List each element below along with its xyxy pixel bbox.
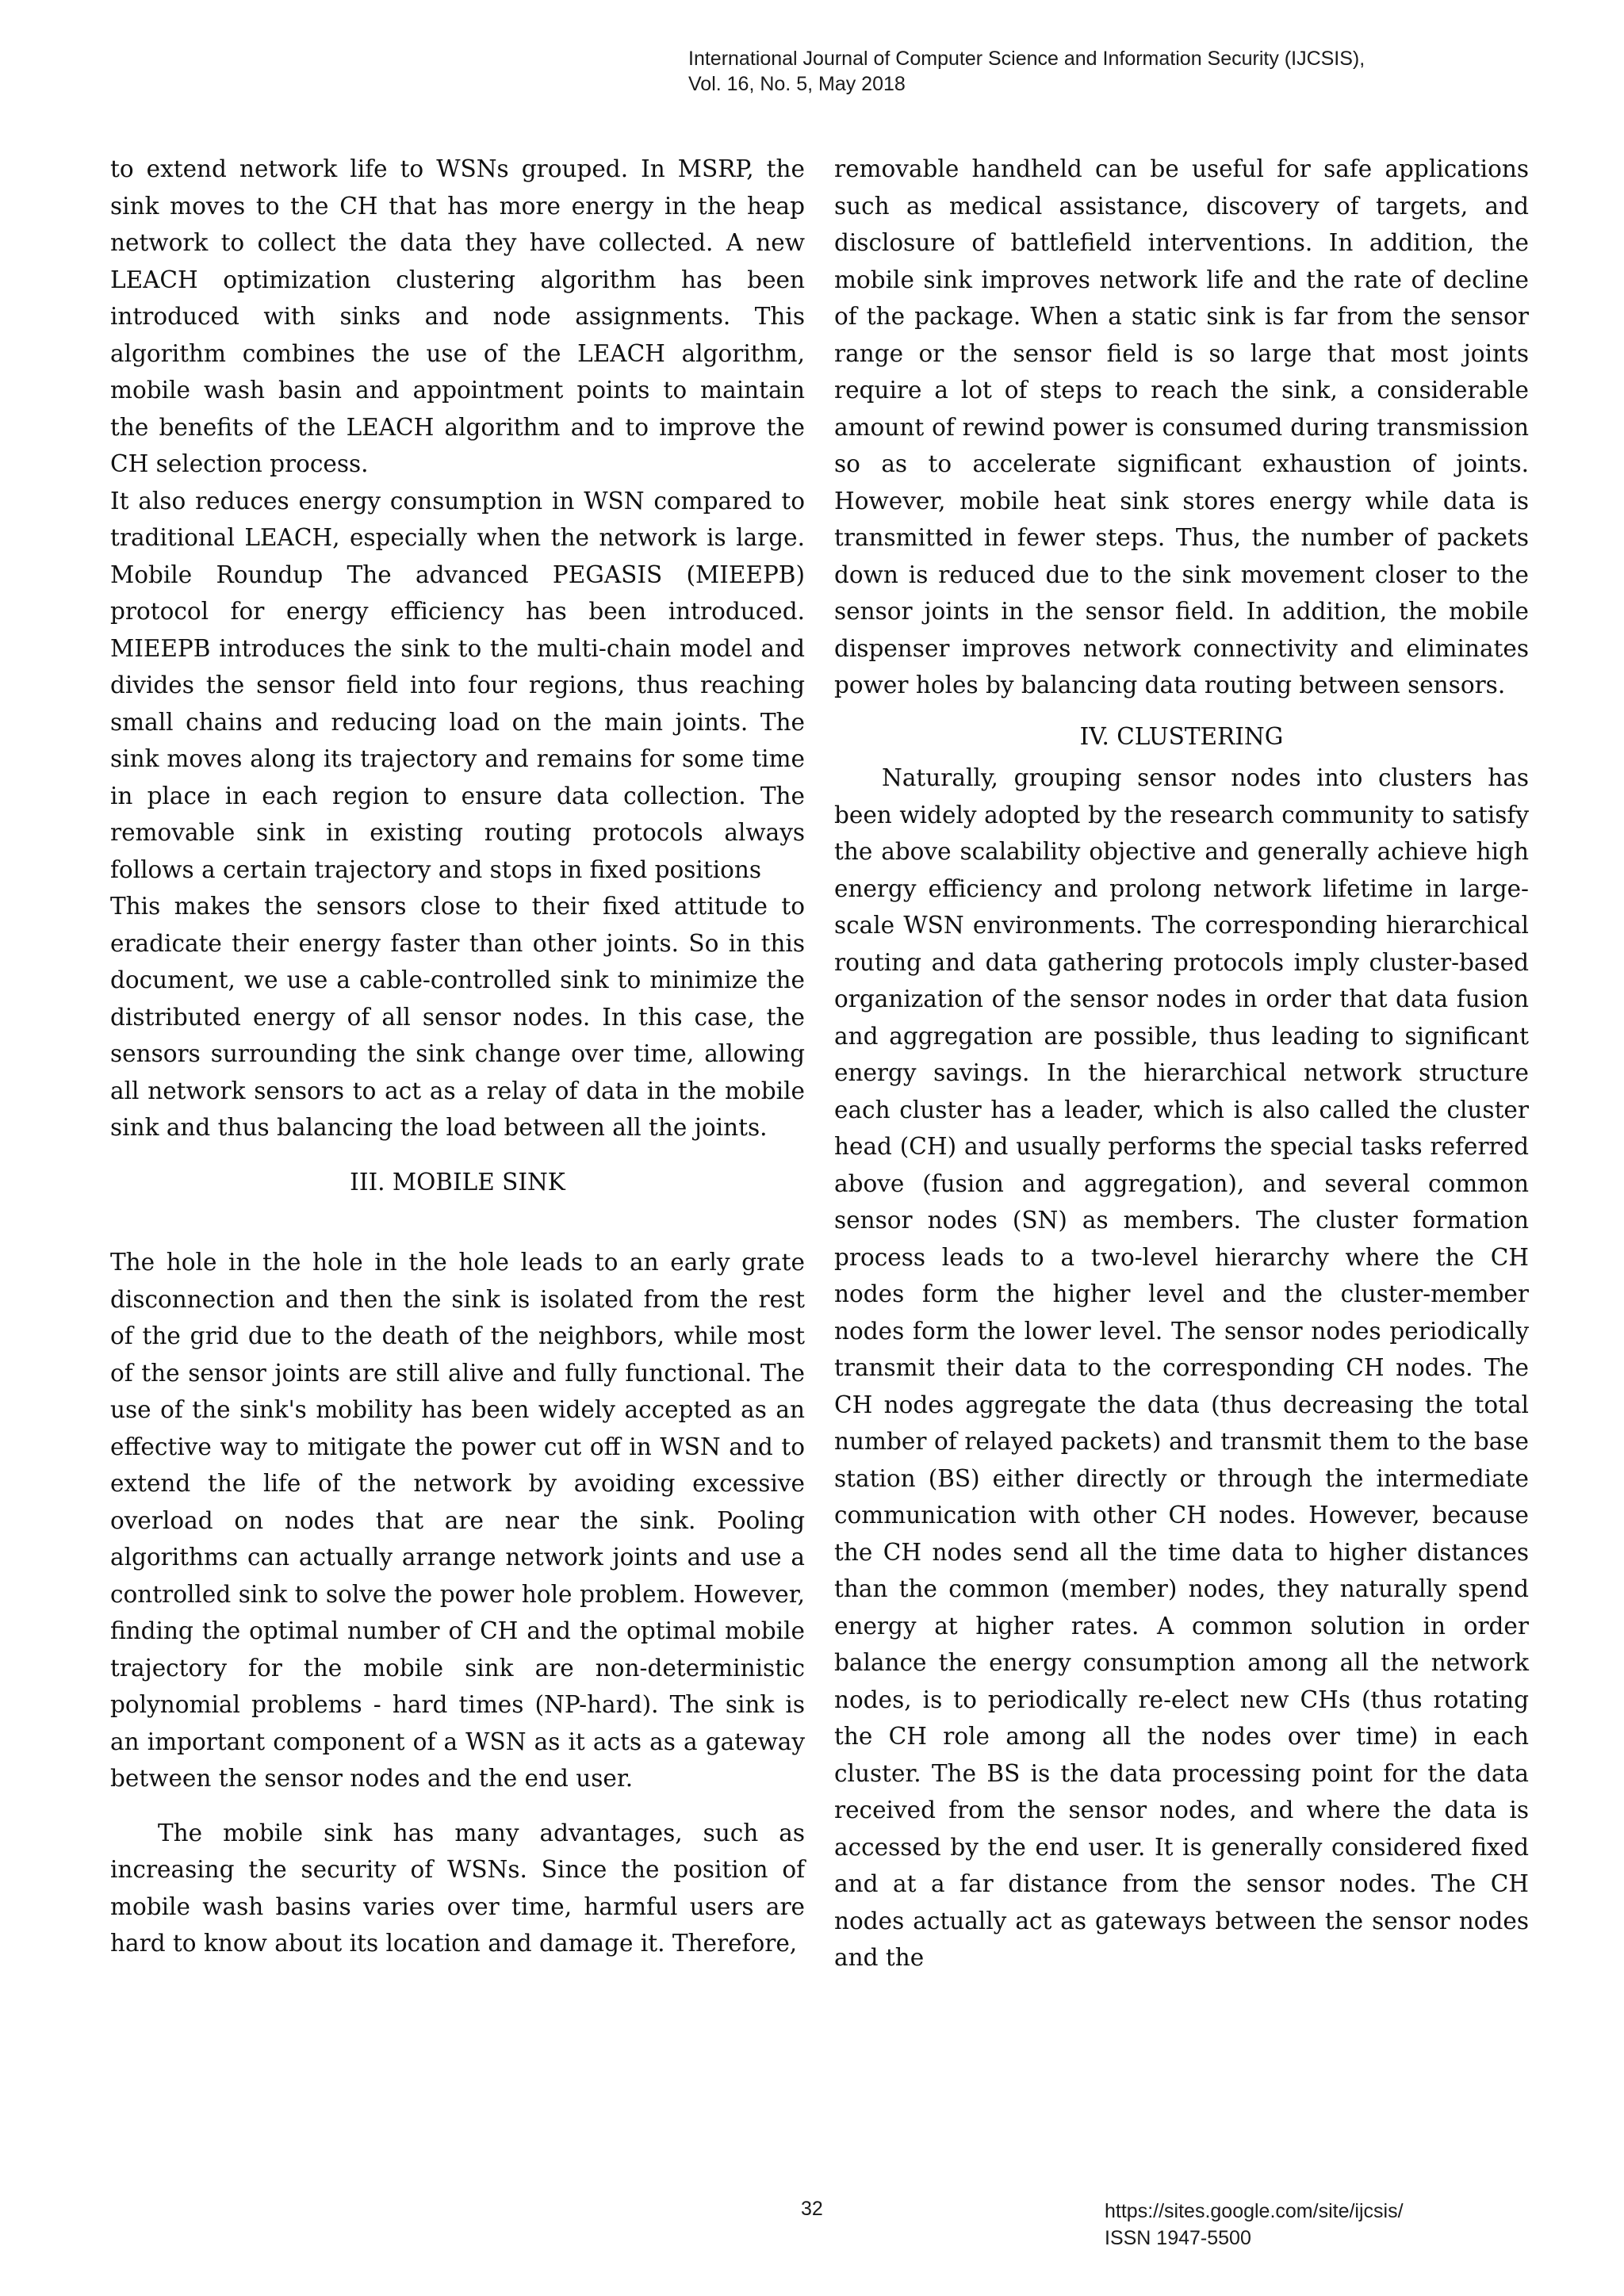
- footer-url: https://sites.google.com/site/ijcsis/: [1105, 2200, 1404, 2222]
- paragraph: to extend network life to WSNs grouped. In MSRP, the sink moves to the CH that has more energy in the heap network to collect the data they have collected. A new LEACH optimization clustering algorithm has been introduced with sinks and node assignments. This algorithm combines the use of the LEACH algorithm, mobile wash basin and appointment points to maintain the benefits of the LEACH algorithm and to improve the CH selection process.: [110, 155, 805, 477]
- section-heading-clustering: IV. CLUSTERING: [1079, 722, 1284, 750]
- paragraph: It also reduces energy consumption in WSN compared to traditional LEACH, especially when the network is large. Mobile Roundup The advanced PEGASIS (MIEEPB) protocol for energy efficiency has been introduced. MIEEPB introduces the sink to the multi-chain model and divides the sensor field into four regions, thus reaching small chains and reducing load on the main joints. The sink moves along its trajectory and remains for some time in place in each region to ensure data collection. The removable sink in existing routing protocols always follows a certain trajectory and stops in fixed positions: [110, 487, 805, 883]
- paragraph: The hole in the hole in the hole leads to an early grate disconnection and then the sink is isolated from the rest of the grid due to the death of the neighbors, while most of the sensor joints are still alive and fully functional. The use of the sink's mobility has been widely accepted as an effective way to mitigate the power cut off in WSN and to extend the life of the network by avoiding excessive overload on nodes that are near the sink. Pooling algorithms can actually arrange network joints and use a controlled sink to solve the power hole problem. However, finding the optimal number of CH and the optimal mobile trajectory for the mobile sink are non-deterministic polynomial problems - hard times (NP-hard). The sink is an important component of a WSN as it acts as a gateway between the sensor nodes and the end user.: [110, 1249, 805, 1792]
- right-column: [834, 151, 1529, 1976]
- journal-volume: Vol. 16, No. 5, May 2018: [688, 73, 906, 95]
- footer-info: [1105, 2198, 1404, 2252]
- section-heading-mobile-sink: III. MOBILE SINK: [350, 1168, 565, 1196]
- left-column: [110, 151, 805, 1962]
- paragraph: removable handheld can be useful for safe applications such as medical assistance, discovery of targets, and disclosure of battlefield interventions. In addition, the mobile sink improves network life and the rate of decline of the package. When a static sink is far from the sensor range or the sensor field is so large that most joints require a lot of steps to reach the sink, a considerable amount of rewind power is consumed during transmission so as to accelerate significant exhaustion of joints. However, mobile heat sink stores energy while data is transmitted in fewer steps. Thus, the number of packets down is reduced due to the sink movement closer to the sensor joints in the sensor field. In addition, the mobile dispenser improves network connectivity and eliminates power holes by balancing data routing between sensors.: [834, 155, 1529, 698]
- journal-title: International Journal of Computer Science and Information Security (IJCSIS),: [688, 48, 1365, 70]
- footer-issn: ISSN 1947-5500: [1105, 2227, 1251, 2249]
- paragraph: The mobile sink has many advantages, such as increasing the security of WSNs. Since the position of mobile wash basins varies over time, harmful users are hard to know about its location and damage it. Therefore,: [110, 1819, 805, 1957]
- journal-header: [688, 46, 1561, 97]
- page-number: 32: [801, 2198, 823, 2220]
- paragraph: Naturally, grouping sensor nodes into clusters has been widely adopted by the research community to satisfy the above scalability objective and generally achieve high energy efficiency and prolong network lifetime in large-scale WSN environments. The corresponding hierarchical routing and data gathering protocols imply cluster-based organization of the sensor nodes in order that data fusion and aggregation are possible, thus leading to significant energy savings. In the hierarchical network structure each cluster has a leader, which is also called the cluster head (CH) and usually performs the special tasks referred above (fusion and aggregation), and several common sensor nodes (SN) as members. The cluster formation process leads to a two-level hierarchy where the CH nodes form the higher level and the cluster-member nodes form the lower level. The sensor nodes periodically transmit their data to the corresponding CH nodes. The CH nodes aggregate the data (thus decreasing the total number of relayed packets) and transmit them to the base station (BS) either directly or through the intermediate communication with other CH nodes. However, because the CH nodes send all the time data to higher distances than the common (member) nodes, they naturally spend energy at higher rates. A common solution in order balance the energy consumption among all the network nodes, is to periodically re-elect new CHs (thus rotating the CH role among all the nodes over time) in each cluster. The BS is the data processing point for the data received from the sensor nodes, and where the data is accessed by the end user. It is generally considered fixed and at a far distance from the sensor nodes. The CH nodes actually act as gateways between the sensor nodes and the: [834, 764, 1529, 1971]
- paragraph: This makes the sensors close to their fixed attitude to eradicate their energy faster than other joints. So in this document, we use a cable-controlled sink to minimize the distributed energy of all sensor nodes. In this case, the sensors surrounding the sink change over time, allowing all network sensors to act as a relay of data in the mobile sink and thus balancing the load between all the joints.: [110, 893, 805, 1141]
